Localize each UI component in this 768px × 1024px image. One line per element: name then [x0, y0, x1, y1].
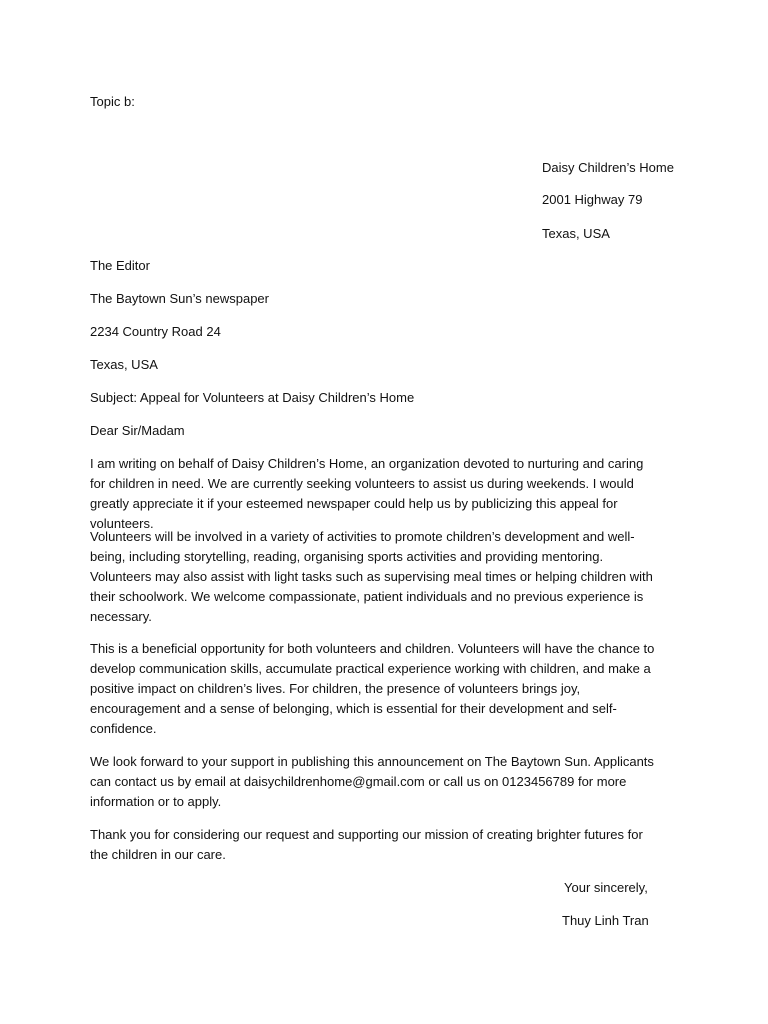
sender-location: Texas, USA — [542, 226, 610, 241]
subject-line: Subject: Appeal for Volunteers at Daisy Children’s Home — [90, 390, 415, 405]
signature-name: Thuy Linh Tran — [562, 913, 649, 928]
closing-line: Your sincerely, — [564, 880, 648, 895]
topic-label: Topic b: — [90, 94, 135, 109]
body-paragraph-5: Thank you for considering our request and supporting our mission of creating brighter futures for the children in our care. — [90, 827, 643, 862]
body-paragraph-4: We look forward to your support in publishing this announcement on The Baytown Sun. Applicants can contact us by email at daisychildrenhome@gmail.com or call us on 0123456789 for more information or to apply. — [90, 754, 654, 809]
body-paragraph-1: I am writing on behalf of Daisy Children’s Home, an organization devoted to nurturing and caring for children in need. We are currently seeking volunteers to assist us during weekends. I would greatly appreciate it if your esteemed newspaper could help us by publicizing this appeal for volunteers. — [90, 456, 644, 531]
sender-name: Daisy Children’s Home — [542, 160, 674, 175]
recipient-title: The Editor — [90, 258, 150, 273]
body-paragraph-2: Volunteers will be involved in a variety of activities to promote children’s development and well-being, including storytelling, reading, organising sports activities and providing mentoring. Volunteers may also assist with light tasks such as supervising meal times or helping children with their schoolwork. We welcome compassionate, patient individuals and no previous experience is necessary. — [90, 529, 653, 624]
recipient-street: 2234 Country Road 24 — [90, 324, 221, 339]
sender-street: 2001 Highway 79 — [542, 192, 643, 207]
body-paragraph-3: This is a beneficial opportunity for both volunteers and children. Volunteers will have the chance to develop communication skills, accumulate practical experience working with children, and make a positive impact on children’s lives. For children, the presence of volunteers brings joy, encouragement and a sense of belonging, which is essential for their development and self-confidence. — [90, 641, 655, 736]
recipient-location: Texas, USA — [90, 357, 158, 372]
recipient-organization: The Baytown Sun’s newspaper — [90, 291, 269, 306]
salutation: Dear Sir/Madam — [90, 423, 185, 438]
